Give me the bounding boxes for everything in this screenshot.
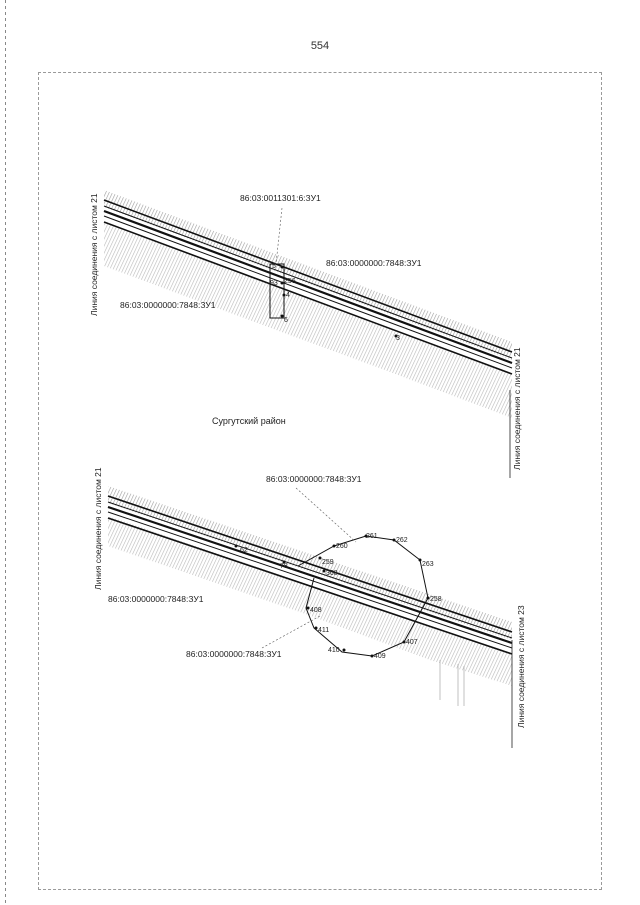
junction-line-left: Линия соединения с листом 21 xyxy=(89,193,99,316)
point-label: 409 xyxy=(374,653,386,660)
point-label: 3 xyxy=(396,335,400,342)
parcel-label-right: 86:03:0000000:7848:ЗУ1 xyxy=(326,258,422,268)
lower-leader-top xyxy=(296,488,356,542)
parcel-label-left: 86:03:0000000:7848:ЗУ1 xyxy=(108,594,204,604)
point-label: 407 xyxy=(406,639,418,646)
point-label: 62 xyxy=(240,547,248,554)
parcel-label-top: 86:03:0000000:7848:ЗУ1 xyxy=(266,474,362,484)
parcel-label-top: 86:03:0011301:6:ЗУ1 xyxy=(240,193,321,203)
point-label: 4 xyxy=(286,292,290,299)
parcel-label-bottom: 86:03:0000000:7848:ЗУ1 xyxy=(186,649,282,659)
junction-line-left: Линия соединения с листом 21 xyxy=(93,467,103,590)
junction-line-right: Линия соединения с листом 23 xyxy=(516,605,526,728)
district-label: Сургутский район xyxy=(212,416,286,426)
point-label: 368 xyxy=(326,570,338,577)
point-label: 6 xyxy=(284,317,288,324)
point-label: 5 xyxy=(272,263,276,270)
lower-map xyxy=(93,467,526,748)
upper-map xyxy=(89,190,522,478)
point-label: 256 xyxy=(284,278,296,285)
junction-line-right: Линия соединения с листом 21 xyxy=(512,347,522,470)
point-label: 410 xyxy=(328,647,340,654)
point-label: 78 xyxy=(280,563,288,570)
parcel-label-left: 86:03:0000000:7848:ЗУ1 xyxy=(120,300,216,310)
point-label: 258 xyxy=(430,596,442,603)
point-label: 263 xyxy=(422,561,434,568)
lower-leader-bottom xyxy=(262,616,320,648)
page-number: 554 xyxy=(310,40,330,52)
point-label: 411 xyxy=(318,627,330,634)
point-label: 260 xyxy=(336,543,348,550)
point-label: 408 xyxy=(310,607,322,614)
point-label: 262 xyxy=(396,537,408,544)
point-label: 261 xyxy=(366,533,378,540)
point-label: 259 xyxy=(322,559,334,566)
point-label: 93 xyxy=(270,280,278,287)
